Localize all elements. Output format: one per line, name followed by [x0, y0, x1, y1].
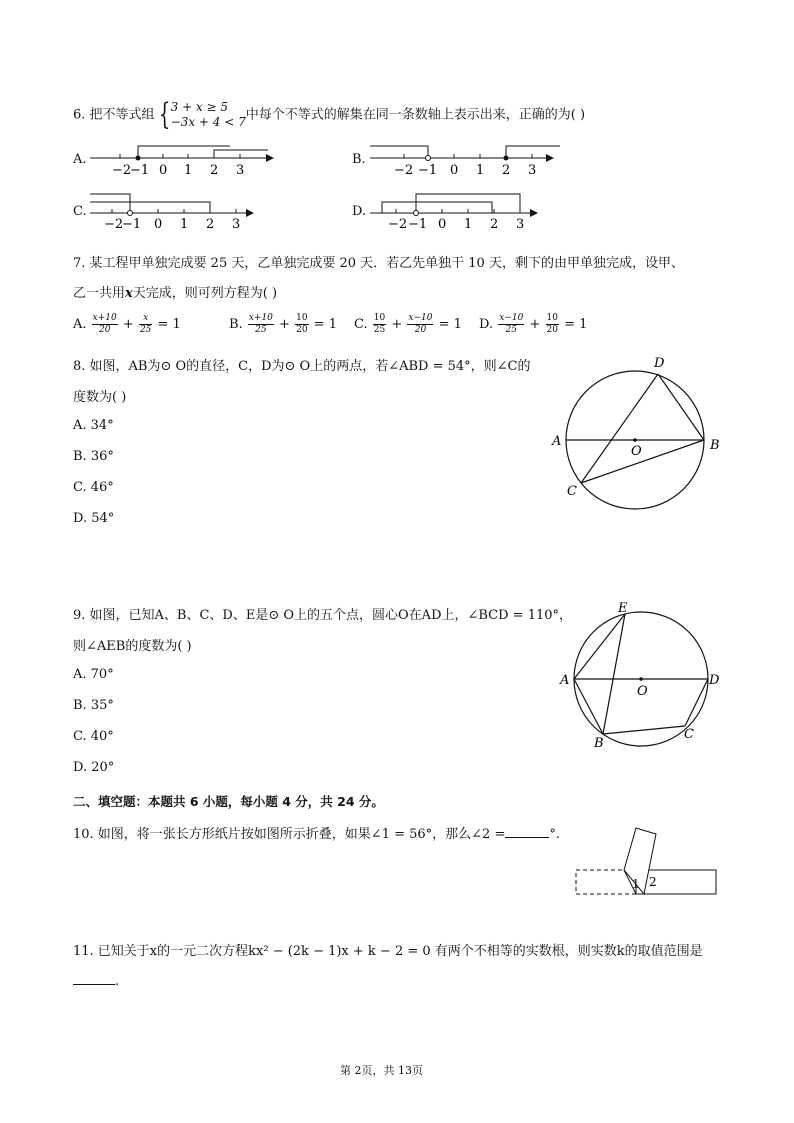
q6-number-line-d	[368, 190, 558, 230]
q9-option-c: C. 40°	[73, 729, 114, 744]
tick-label: 1	[464, 217, 473, 230]
q7-option-b: B. $\frac{x+10}{25}$ + $\frac{10}{20}$ = 1	[229, 313, 337, 335]
q8-option-b: B. 36°	[73, 449, 114, 464]
q7-stem-line1: 7. 某工程甲单独完成要 25 天，乙单独完成要 20 天．若乙先单独干 10 天，剩下的由甲单独完成，设甲、	[73, 256, 684, 271]
inequality-system: 3 + x ≥ 5 −3x + 4 < 7	[170, 100, 246, 129]
tick-label: 0	[450, 163, 459, 178]
q6-number-line-a	[88, 140, 278, 180]
tick-label: −1	[122, 217, 142, 230]
point-label-d: D	[654, 356, 665, 371]
tick-label: −2	[388, 217, 408, 230]
tick-label: 1	[184, 163, 193, 178]
point-label-o: O	[631, 444, 642, 459]
system-brace: {	[158, 97, 170, 132]
q8-stem-line1: 8. 如图，AB为⊙ O的直径，C，D为⊙ O上的两点，若∠ABD = 54°，则∠C的	[73, 359, 531, 374]
q11-stem-line2: .	[73, 972, 119, 989]
q6-option-a-label: A.	[73, 152, 87, 167]
tick-label: 1	[180, 217, 189, 230]
q6-stem: 6. 把不等式组 { 3 + x ≥ 5 −3x + 4 < 7 中每个不等式的解集在同一条数轴上表示出来，正确的为( )	[73, 97, 586, 132]
tick-label: 2	[502, 163, 511, 178]
angle-1-label: 1	[632, 877, 640, 891]
q9-option-b: B. 35°	[73, 698, 114, 713]
point-label-d: D	[709, 673, 720, 688]
point-label-c: C	[684, 727, 694, 742]
angle-2-label: 2	[649, 875, 657, 889]
tick-label: −1	[418, 163, 438, 178]
q9-stem-line1: 9. 如图，已知A、B、C、D、E是⊙ O上的五个点，圆心O在AD上，∠BCD = 110°，	[73, 608, 573, 623]
point-label-c: C	[567, 484, 577, 499]
q9-option-a: A. 70°	[73, 667, 114, 682]
tick-label: 3	[232, 217, 241, 230]
q9-stem-line2: 则∠AEB的度数为( )	[73, 639, 192, 654]
q9-option-d: D. 20°	[73, 760, 115, 775]
q8-option-d: D. 54°	[73, 511, 115, 526]
tick-label: 2	[210, 163, 219, 178]
q6-text-after: 中每个不等式的解集在同一条数轴上表示出来，正确的为( )	[245, 107, 586, 123]
tick-label: 3	[236, 163, 245, 178]
tick-label: −2	[112, 163, 132, 178]
tick-label: 0	[159, 163, 168, 178]
q7-option-a: A. $\frac{x+10}{20}$ + $\frac{x}{25}$ = 1	[73, 313, 181, 335]
tick-label: 0	[154, 217, 163, 230]
q6-number-line-b	[368, 140, 568, 180]
q11-answer-blank[interactable]	[73, 972, 115, 985]
point-label-b: B	[710, 438, 720, 453]
page-footer: 第 2页，共 13页	[340, 1064, 423, 1077]
tick-label: −2	[394, 163, 414, 178]
tick-label: −1	[408, 217, 428, 230]
point-label-a: A	[552, 434, 562, 449]
q10-answer-blank[interactable]	[505, 825, 549, 838]
tick-label: 3	[516, 217, 525, 230]
section-heading: 二、填空题：本题共 6 小题，每小题 4 分，共 24 分。	[73, 794, 384, 809]
q7-stem-line2: 乙一共用x天完成，则可列方程为( )	[73, 286, 278, 301]
q6-number-line-c	[88, 190, 278, 230]
q8-option-a: A. 34°	[73, 418, 114, 433]
q11-stem-line1: 11. 已知关于x的一元二次方程kx² − (2k − 1)x + k − 2 = 0 有两个不相等的实数根，则实数k的取值范围是	[73, 944, 703, 959]
point-label-b: B	[594, 736, 604, 748]
q8-circle-figure	[545, 350, 735, 510]
q10-stem: 10. 如图，将一张长方形纸片按如图所示折叠，如果∠1 = 56°，那么∠2 = °.	[73, 827, 560, 842]
point-label-a: A	[560, 673, 570, 688]
q6-option-d-label: D.	[352, 204, 367, 219]
q8-option-c: C. 46°	[73, 480, 114, 495]
q9-circle-figure	[555, 598, 730, 748]
tick-label: 2	[490, 217, 499, 230]
q7-option-d: D. $\frac{x-10}{25}$ + $\frac{10}{20}$ = 1	[479, 313, 588, 335]
q6-text-before: 把不等式组	[89, 107, 155, 123]
point-label-e: E	[618, 601, 628, 616]
q8-stem-line2: 度数为( )	[73, 390, 127, 405]
point-label-o: O	[637, 684, 648, 699]
tick-label: 2	[206, 217, 215, 230]
q6-option-b-label: B.	[352, 152, 366, 167]
q6-option-c-label: C.	[73, 204, 87, 219]
tick-label: −1	[130, 163, 150, 178]
q7-option-c: C. $\frac{10}{25}$ + $\frac{x-10}{20}$ = 1	[354, 313, 462, 335]
tick-label: 0	[438, 217, 447, 230]
q10-folded-paper-figure	[572, 822, 722, 900]
tick-label: 3	[528, 163, 537, 178]
tick-label: −2	[104, 217, 124, 230]
tick-label: 1	[476, 163, 485, 178]
